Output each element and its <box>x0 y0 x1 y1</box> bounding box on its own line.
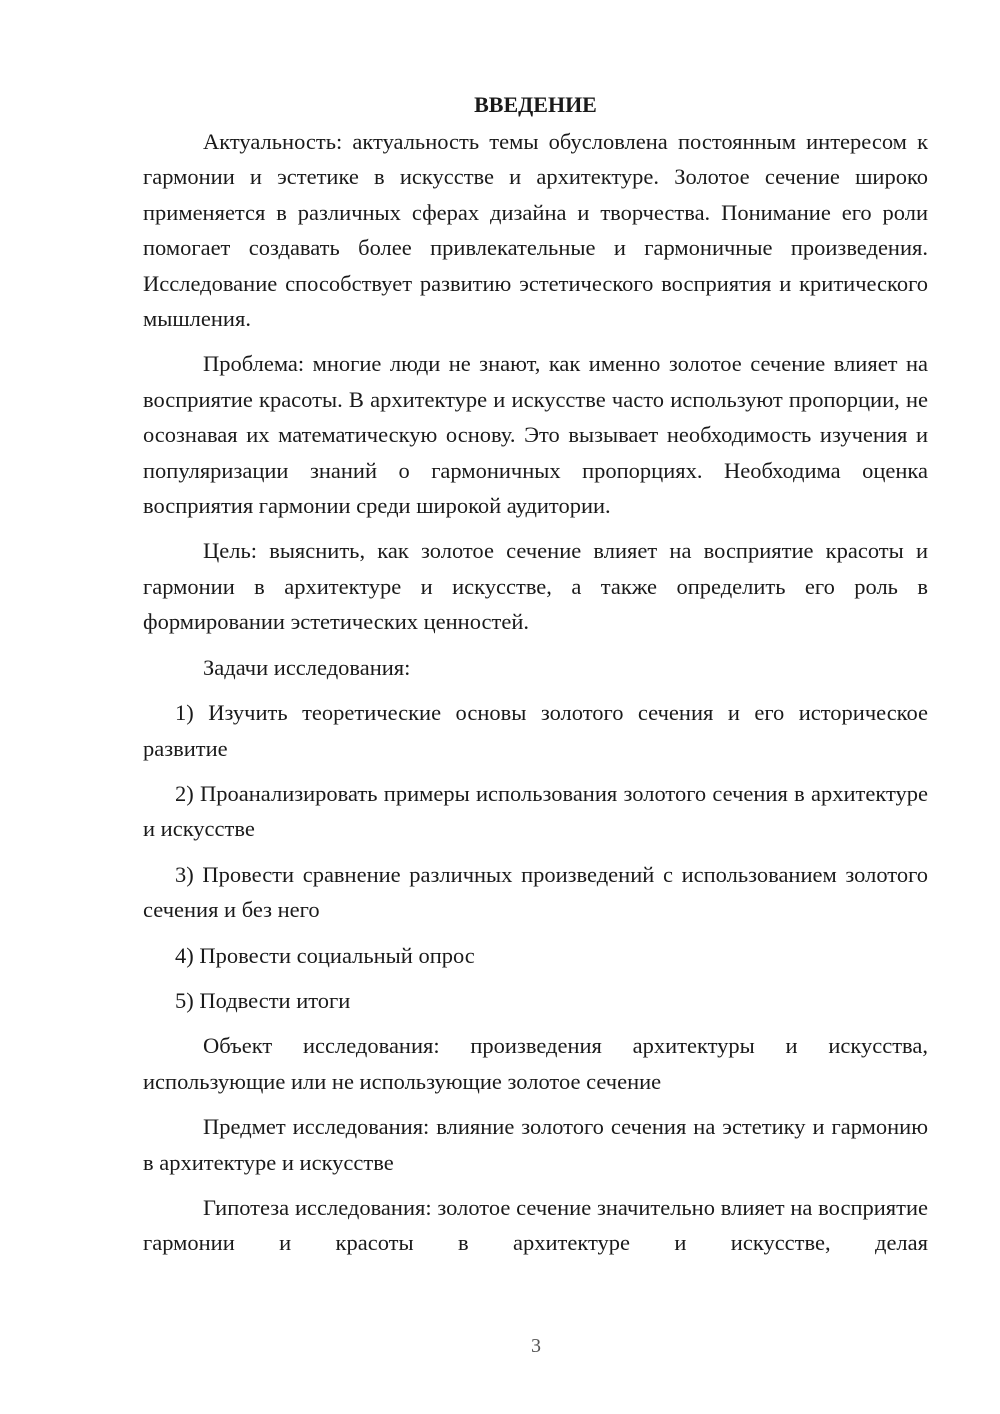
subject-paragraph: Предмет исследования: влияние золотого сечения на эстетику и гармонию в архитектуре и искусстве <box>143 1114 928 1175</box>
tasks-title: Задачи исследования: <box>203 654 411 680</box>
task-item: 4) Провести социальный опрос <box>175 942 475 968</box>
task-item: 2) Проанализировать примеры использования золотого сечения в архитектуре и искусстве <box>143 780 928 842</box>
task-item: 5) Подвести итоги <box>175 987 351 1013</box>
section-heading: ВВЕДЕНИЕ <box>474 92 597 117</box>
object-paragraph: Объект исследования: произведения архитектуры и искусства, использующие или не использующие золотое сечение <box>143 1033 928 1094</box>
relevance-paragraph: Актуальность: актуальность темы обусловлена постоянным интересом к гармонии и эстетике в искусстве и архитектуре. Золотое сечение широко применяется в различных сферах дизайна и творчества. Понимание его роли помогает создавать более привлекательные и гармоничные произведения. Исследование способствует развитию эстетического восприятия и критического мышления. <box>143 129 928 332</box>
goal-paragraph: Цель: выяснить, как золотое сечение влияет на восприятие красоты и гармонии в архитектуре и искусстве, а также определить его роль в формировании эстетических ценностей. <box>143 538 928 635</box>
task-item: 3) Провести сравнение различных произведений с использованием золотого сечения и без него <box>143 861 928 923</box>
task-item: 1) Изучить теоретические основы золотого сечения и его историческое развитие <box>143 700 928 761</box>
hypothesis-paragraph: Гипотеза исследования: золотое сечение значительно влияет на восприятие гармонии и красоты в архитектуре и искусстве, делая <box>143 1194 928 1256</box>
document-page <box>143 90 928 1271</box>
problem-paragraph: Проблема: многие люди не знают, как именно золотое сечение влияет на восприятие красоты. В архитектуре и искусстве часто используют пропорции, не осознавая их математическую основу. Это вызывает необходимость изучения и популяризации знаний о гармоничных пропорциях. Необходима оценка восприятия гармонии среди широкой аудитории. <box>143 351 928 519</box>
page-number: 3 <box>531 1335 541 1357</box>
